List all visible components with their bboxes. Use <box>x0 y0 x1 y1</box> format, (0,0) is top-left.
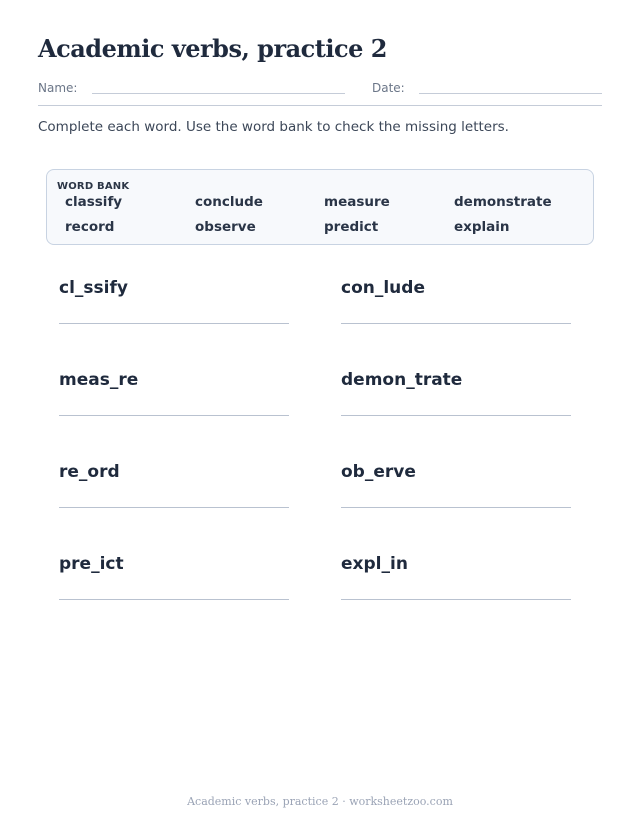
answer-line[interactable] <box>59 599 289 600</box>
instructions: Complete each word. Use the word bank to check the missing letters. <box>38 119 509 135</box>
word-bank-word: predict <box>324 219 379 235</box>
answer-line[interactable] <box>341 507 571 508</box>
word-bank-word: conclude <box>195 194 263 210</box>
item-prompt: meas_re <box>59 370 139 390</box>
item-prompt: re_ord <box>59 462 120 482</box>
word-bank-word: demonstrate <box>454 194 552 210</box>
name-label: Name: <box>38 81 78 95</box>
item-prompt: ob_erve <box>341 462 416 482</box>
word-bank-word: explain <box>454 219 510 235</box>
answer-line[interactable] <box>341 415 571 416</box>
answer-line[interactable] <box>341 323 571 324</box>
answer-line[interactable] <box>59 323 289 324</box>
answer-line[interactable] <box>341 599 571 600</box>
item-prompt: expl_in <box>341 554 408 574</box>
word-bank <box>46 169 594 245</box>
word-bank-label: WORD BANK <box>57 181 130 192</box>
answer-line[interactable] <box>59 415 289 416</box>
name-field-line[interactable] <box>92 93 345 94</box>
answer-line[interactable] <box>59 507 289 508</box>
date-field-line[interactable] <box>419 93 602 94</box>
item-prompt: pre_ict <box>59 554 124 574</box>
header-divider <box>38 105 602 106</box>
item-prompt: cl_ssify <box>59 278 128 298</box>
item-prompt: con_lude <box>341 278 425 298</box>
word-bank-word: record <box>65 219 115 235</box>
word-bank-word: classify <box>65 194 123 210</box>
page-footer: Academic verbs, practice 2 · worksheetzoo.com <box>187 795 453 808</box>
word-bank-word: measure <box>324 194 390 210</box>
page-title: Academic verbs, practice 2 <box>38 34 387 63</box>
item-prompt: demon_trate <box>341 370 463 390</box>
word-bank-word: observe <box>195 219 256 235</box>
date-label: Date: <box>372 81 405 95</box>
